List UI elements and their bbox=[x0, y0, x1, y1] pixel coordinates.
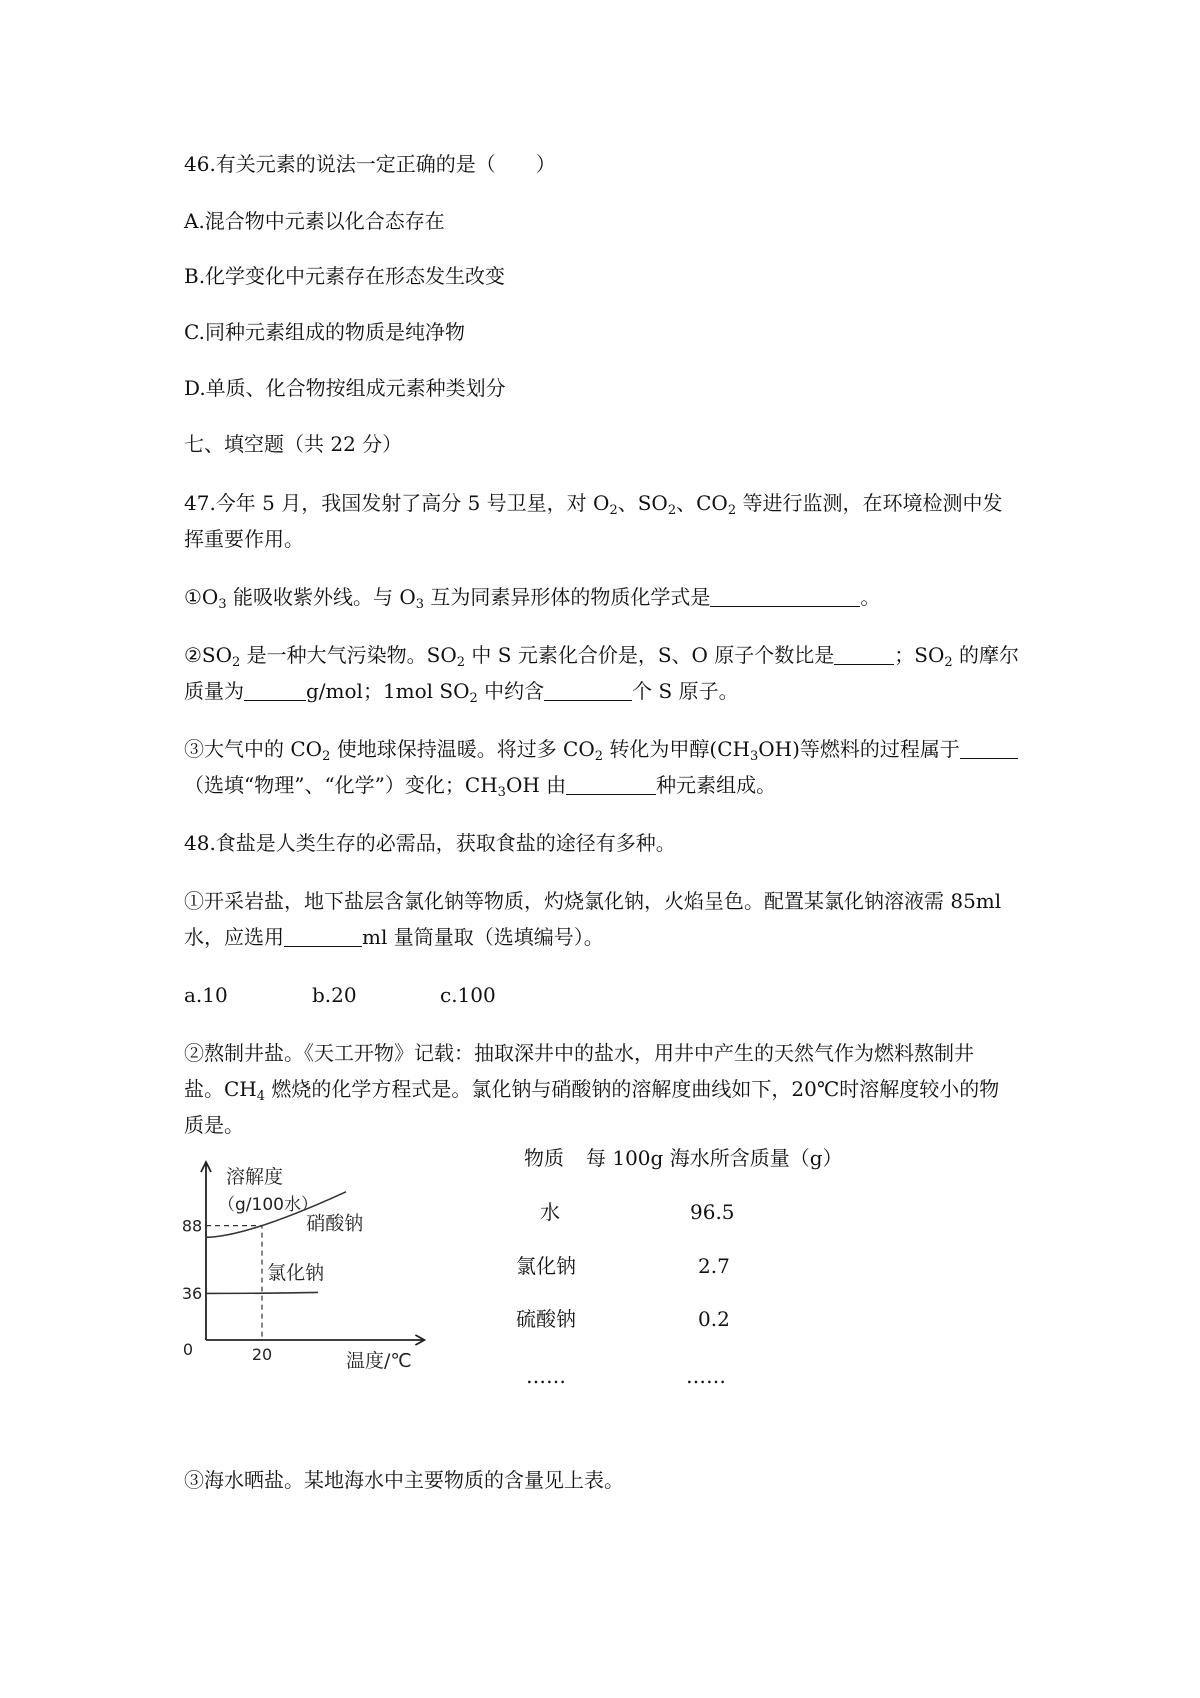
sodium-nitrate-label: 硝酸钠 bbox=[306, 1212, 364, 1235]
answer-blank[interactable] bbox=[566, 772, 656, 795]
q47-stem-line2: 挥重要作用。 bbox=[184, 527, 304, 551]
origin-label: 0 bbox=[182, 1340, 194, 1359]
sodium-chloride-label: 氯化钠 bbox=[267, 1262, 325, 1285]
answer-blank[interactable] bbox=[244, 678, 306, 701]
x-axis-label: 温度/℃ bbox=[346, 1350, 412, 1372]
guide-line bbox=[206, 1226, 262, 1340]
solubility-chart bbox=[176, 1150, 466, 1385]
y-axis-label: 溶解度 bbox=[226, 1166, 284, 1188]
q47-part1: $①O_3$ 能吸收紫外线。与 $O_3$ 互为同素异形体的物质化学式是 。 bbox=[184, 585, 881, 612]
q48-part2-line2: 盐。$CH_4$ 燃烧的化学方程式是。氯化钠与硝酸钠的溶解度曲线如下，20℃时溶解度较小的物 bbox=[184, 1077, 1000, 1104]
answer-blank[interactable] bbox=[710, 584, 860, 607]
y-tick-label: 88 bbox=[181, 1216, 203, 1236]
answer-blank[interactable] bbox=[284, 924, 362, 947]
q46-option-d: D.单质、化合物按组成元素种类划分 bbox=[184, 376, 506, 400]
answer-blank[interactable] bbox=[960, 736, 1018, 759]
q47-part3-line2: （选填“物理”、“化学”）变化；$CH_3OH$ 由 种元素组成。 bbox=[184, 773, 777, 800]
table-cell: 2.7 bbox=[698, 1254, 730, 1278]
answer-blank[interactable] bbox=[834, 642, 894, 665]
choice-a: a.10 bbox=[184, 983, 228, 1007]
q48-part1-line2: 水，应选用 ml 量筒量取（选填编号）。 bbox=[184, 925, 604, 949]
q47-stem-line1: 47.今年 5 月，我国发射了高分 5 号卫星，对 $O_2$、$SO_2$、$CO_2$ 等进行监测，在环境检测中发 bbox=[184, 491, 1003, 518]
q48-part1-line1: ①开采岩盐，地下盐层含氯化钠等物质，灼烧氯化钠，火焰呈色。配置某氯化钠溶液需 85ml bbox=[184, 889, 1002, 913]
x-tick-label: 20 bbox=[251, 1345, 273, 1364]
table-cell: 0.2 bbox=[698, 1307, 730, 1331]
q46-option-a: A.混合物中元素以化合态存在 bbox=[184, 209, 445, 233]
choice-c: c.100 bbox=[440, 983, 496, 1007]
section-heading: 七、填空题（共 22 分） bbox=[184, 432, 403, 456]
y-tick-label: 36 bbox=[181, 1284, 203, 1304]
table-cell: 氯化钠 bbox=[516, 1254, 576, 1278]
q46-option-c: C.同种元素组成的物质是纯净物 bbox=[184, 320, 465, 344]
q47-part2-line2: 质量为 g/mol；1mol $SO_2$ 中约含 个 S 原子。 bbox=[184, 679, 739, 706]
table-cell: 水 bbox=[540, 1200, 560, 1224]
q48-choices bbox=[184, 977, 1024, 1013]
q47-part2-line1: $②SO_2$ 是一种大气污染物。$SO_2$ 中 S 元素化合价是，S、O 原子个数比是 ；$SO_2$ 的摩尔 bbox=[184, 643, 1020, 670]
q46-option-b: B.化学变化中元素存在形态发生改变 bbox=[184, 264, 506, 288]
y-axis-unit-label: （g/100水） bbox=[218, 1195, 318, 1215]
table-header: 每 100g 海水所含质量（g） bbox=[586, 1146, 843, 1170]
q47-part3-line1: ③大气中的 $CO_2$ 使地球保持温暖。将过多 $CO_2$ 转化为甲醇$(CH_3OH)$等燃料的过程属于 bbox=[184, 731, 1024, 767]
q48-part2-line1: ②熬制井盐。《天工开物》记载：抽取深井中的盐水，用井中产生的天然气作为燃料熬制井 bbox=[184, 1041, 974, 1065]
table-cell: 96.5 bbox=[690, 1200, 735, 1224]
q48-part3: ③海水晒盐。某地海水中主要物质的含量见上表。 bbox=[184, 1468, 624, 1492]
choice-b: b.20 bbox=[312, 983, 357, 1007]
answer-blank[interactable] bbox=[544, 678, 632, 701]
sodium-chloride-curve bbox=[206, 1292, 318, 1293]
table-cell: …… bbox=[526, 1364, 566, 1388]
table-cell: …… bbox=[686, 1364, 726, 1388]
q48-stem: 48.食盐是人类生存的必需品，获取食盐的途径有多种。 bbox=[184, 831, 676, 855]
table-cell: 硫酸钠 bbox=[516, 1307, 576, 1331]
table-header: 物质 bbox=[524, 1146, 564, 1170]
q48-part2-line3: 质是。 bbox=[184, 1113, 244, 1137]
q46-stem: 46.有关元素的说法一定正确的是（ ） bbox=[184, 152, 556, 176]
